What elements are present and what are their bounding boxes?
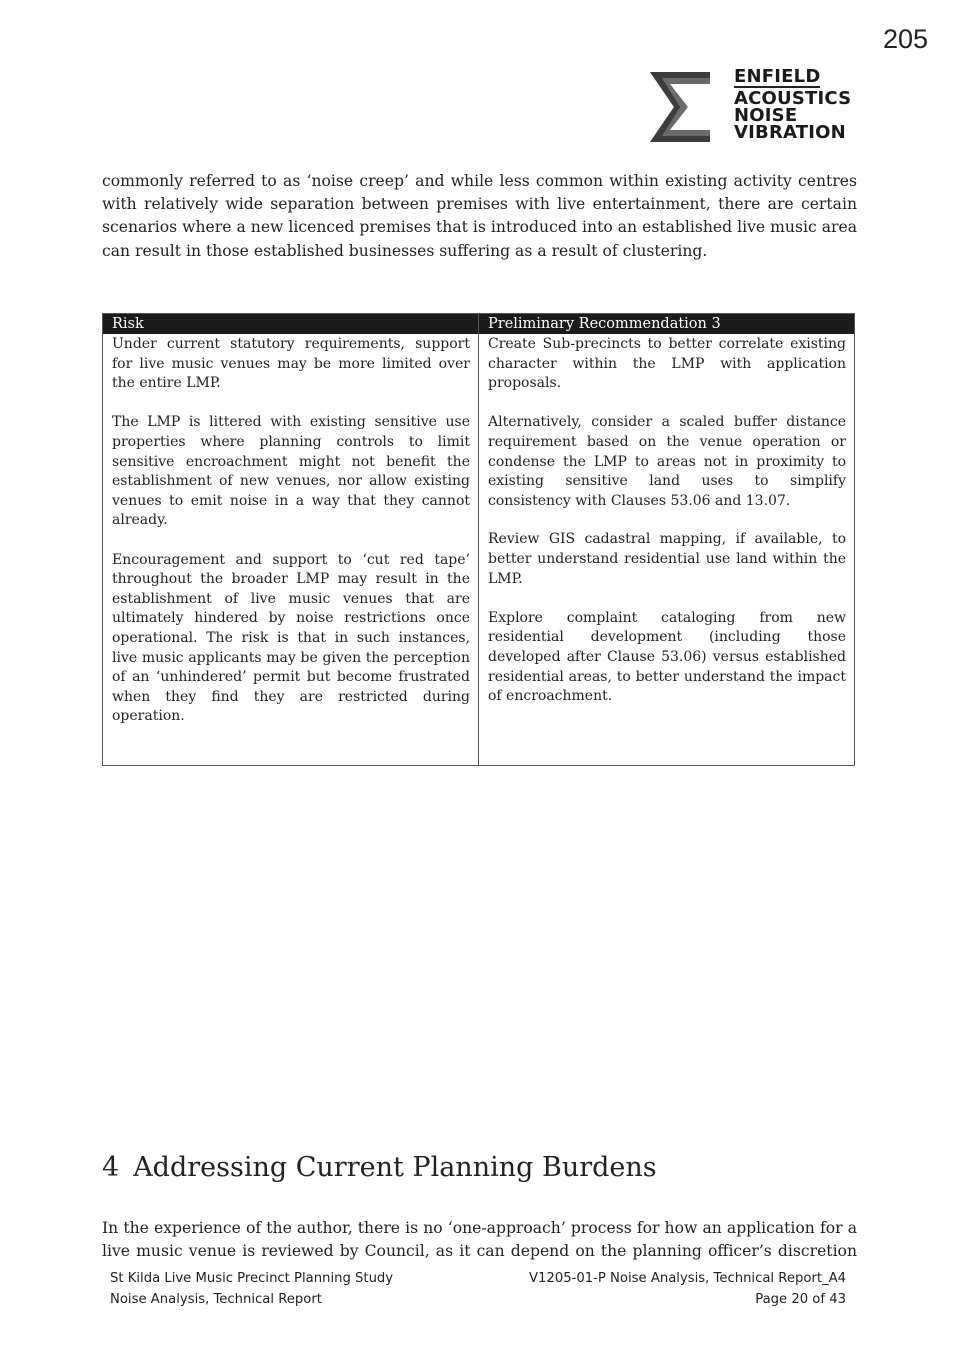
recommendation-paragraph: Alternatively, consider a scaled buffer distance requirement based on the venue operation or condense the LMP to areas not in proximity to existing sensitive land uses to simplify consistency with Clauses 53.06 and 13.07.: [488, 414, 846, 509]
risk-column: [112, 335, 470, 746]
risk-paragraph: Under current statutory requirements, support for live music venues may be more limited over the entire LMP.: [112, 336, 470, 392]
intro-paragraph: commonly referred to as ‘noise creep’ and while less common within existing activity centres with relatively wide separation between premises with live entertainment, there are certain scenarios where a new licenced premises that is introduced into an established live music area can result in those established businesses suffering as a result of clustering.: [102, 172, 857, 260]
footer-page-count: Page 20 of 43: [755, 1292, 846, 1307]
risk-recommendation-table: [102, 313, 855, 766]
page-number: 205: [882, 24, 928, 54]
header-recommendation: Preliminary Recommendation 3: [488, 316, 721, 332]
sigma-icon: [648, 70, 712, 144]
recommendation-column: [488, 335, 846, 726]
footer-project-title: St Kilda Live Music Precinct Planning Study: [110, 1271, 394, 1286]
logo-line-enfield: ENFIELD: [734, 66, 821, 87]
section-title: Addressing Current Planning Burdens: [133, 1152, 657, 1183]
company-logo: [648, 66, 852, 150]
header-risk: Risk: [112, 316, 144, 332]
recommendation-paragraph: Explore complaint cataloging from new residential development (including those developed after Clause 53.06) versus established residential areas, to better understand the impact of encroachment.: [488, 609, 846, 705]
logo-line-noise: NOISE: [734, 105, 798, 126]
body-paragraph: In the experience of the author, there is no ‘one-approach’ process for how an application for a live music venue is reviewed by Council, as it can depend on the planning officer’s discretion: [102, 1219, 857, 1261]
logo-line-vibration: VIBRATION: [734, 122, 846, 143]
recommendation-paragraph: Review GIS cadastral mapping, if available, to better understand residential use land within the LMP.: [488, 531, 846, 587]
logo-line-acoustics: ACOUSTICS: [734, 88, 852, 109]
footer-report-name: Noise Analysis, Technical Report: [110, 1292, 322, 1307]
section-heading: [102, 1152, 657, 1183]
section-number: 4: [102, 1152, 120, 1183]
risk-paragraph: The LMP is littered with existing sensitive use properties where planning controls to limit sensitive encroachment might not benefit the establishment of new venues, nor allow existing venues to emit noise in a way that they cannot already.: [112, 414, 470, 529]
recommendation-paragraph: Create Sub-precincts to better correlate existing character within the LMP with application proposals.: [488, 336, 846, 392]
footer-document-code: V1205-01-P Noise Analysis, Technical Report_A4: [529, 1271, 846, 1286]
risk-paragraph: Encouragement and support to ‘cut red tape’ throughout the broader LMP may result in the establishment of live music venues that are ultimately hindered by noise restrictions once operational. The risk is that in such instances, live music applicants may be given the perception of an ‘unhindered’ permit but become frustrated when they find they are restricted during operation.: [112, 551, 470, 725]
column-divider: [478, 314, 479, 765]
